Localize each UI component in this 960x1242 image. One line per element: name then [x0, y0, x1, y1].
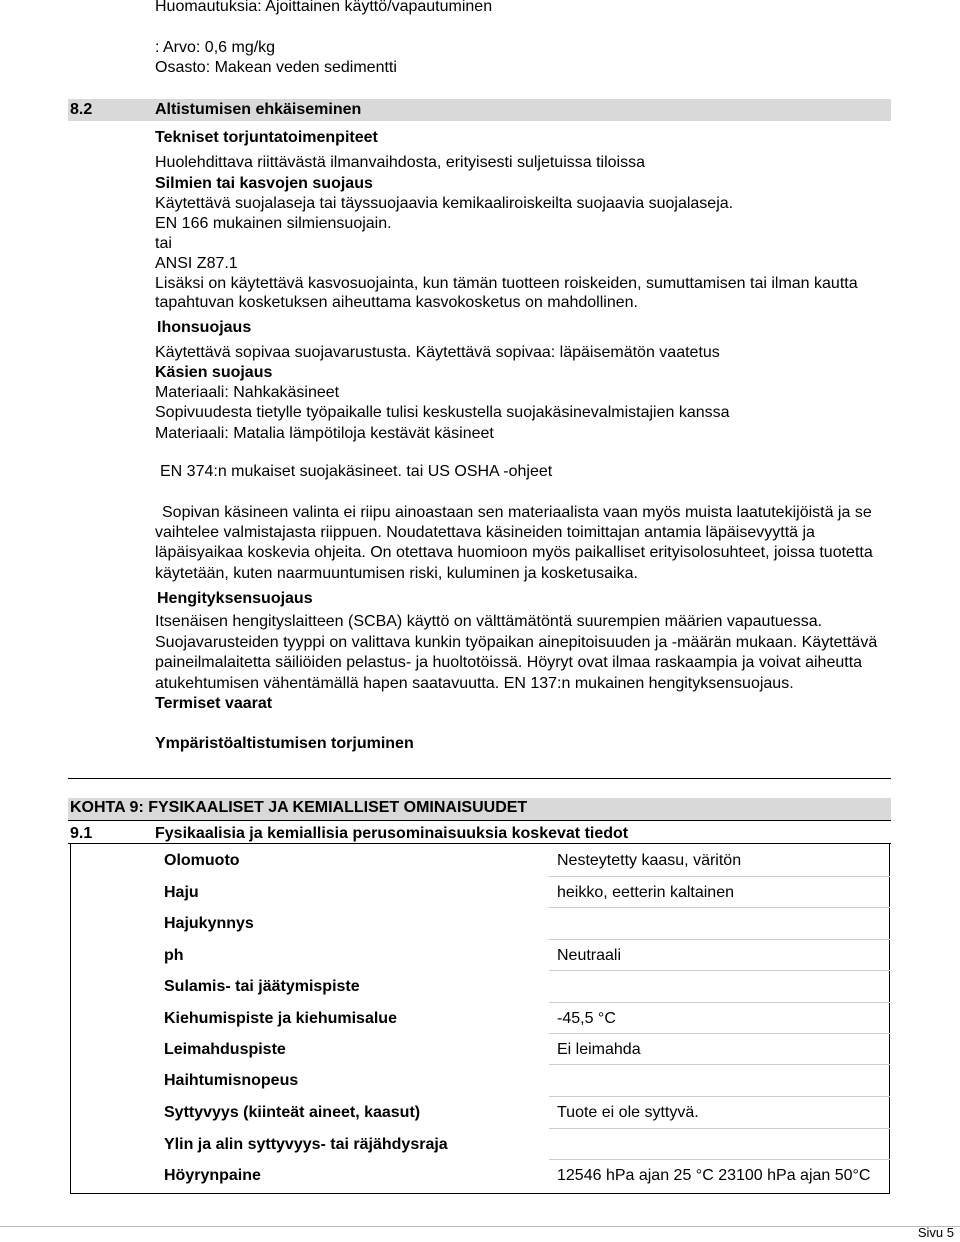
glove-line: Sopivan käsineen valinta ei riipu ainoastaan sen materiaalista vaan myös muista laatutekijöistä ja se [162, 504, 872, 521]
resp-line: Itsenäisen hengityslaitteen (SCBA) käyttö on välttämätöntä suurempien määrien vapautuessa. [155, 613, 823, 630]
glove-line: käytetään, kuten naarmuuntumisen riski, kuluminen ja kosketusaika. [155, 565, 638, 582]
compartment-line: Osasto: Makean veden sedimentti [155, 59, 397, 76]
table-row [71, 1035, 889, 1066]
table-row [71, 941, 889, 972]
property-value: Neutraali [557, 947, 622, 964]
row-divider [549, 970, 890, 971]
row-divider [549, 876, 890, 877]
table-row [71, 1098, 889, 1129]
property-label: Syttyvyys (kiinteät aineet, kaasut) [164, 1104, 421, 1121]
properties-table [70, 843, 890, 1194]
row-divider [549, 1096, 890, 1097]
property-value: heikko, eetterin kaltainen [557, 884, 734, 901]
eye-line: Käytettävä suojalaseja tai täyssuojaavia kemikaaliroiskeilta suojaavia suojalaseja. [155, 195, 734, 212]
table-row [71, 1161, 889, 1192]
footer-divider [0, 1226, 960, 1227]
property-label: Olomuoto [164, 852, 240, 869]
table-row [71, 878, 889, 909]
technical-text: Huolehdittava riittävästä ilmanvaihdosta, erityisesti suljetuissa tiloissa [155, 154, 645, 171]
section-8-2-title: Altistumisen ehkäiseminen [155, 101, 362, 118]
property-value: Tuote ei ole syttyvä. [557, 1104, 699, 1121]
table-row [71, 1066, 889, 1097]
row-divider [549, 1002, 890, 1003]
row-divider [549, 1159, 890, 1160]
glove-line: vaihtelee valmistajasta riippuen. Noudatettava käsineiden toimittajan antamia läpäisevyyttä ja [155, 524, 815, 541]
hand-line: EN 374:n mukaiset suojakäsineet. tai US OSHA -ohjeet [160, 463, 553, 480]
hand-line: Materiaali: Nahkakäsineet [155, 384, 340, 401]
property-value: 12546 hPa ajan 25 °C 23100 hPa ajan 50°C [557, 1167, 871, 1184]
table-row [71, 1130, 889, 1161]
technical-heading: Tekniset torjuntatoimenpiteet [155, 129, 378, 146]
hand-heading: Käsien suojaus [155, 364, 273, 381]
property-value: -45,5 °C [557, 1010, 616, 1027]
property-label: Ylin ja alin syttyvyys- tai räjähdysraja [164, 1136, 448, 1153]
table-row [71, 909, 889, 940]
page-number: Sivu 5 [917, 1225, 954, 1240]
eye-line: ANSI Z87.1 [155, 255, 238, 272]
skin-text: Käytettävä sopivaa suojavarustusta. Käytettävä sopivaa: läpäisemätön vaatetus [155, 344, 720, 361]
section-9-underline [68, 820, 891, 821]
section-9-1-number: 9.1 [70, 825, 93, 842]
eye-line: tapahtuvan kosketuksen aiheuttama kasvokosketus on mahdollinen. [155, 294, 638, 311]
eye-heading: Silmien tai kasvojen suojaus [155, 175, 373, 192]
resp-line: atukehtumisen vähentämällä hapen saatavuutta. EN 137:n mukainen hengityksensuojaus. [155, 675, 794, 692]
property-label: Haihtumisnopeus [164, 1072, 299, 1089]
row-divider [549, 907, 890, 908]
row-divider [549, 1128, 890, 1129]
resp-line: Suojavarusteiden tyyppi on valittava kunkin työpaikan ainepitoisuuden ja -määrän mukaan. Käytettävä [155, 634, 878, 651]
env-heading: Ympäristöaltistumisen torjuminen [155, 735, 414, 752]
hand-line: Materiaali: Matalia lämpötiloja kestävät käsineet [155, 425, 494, 442]
table-row [71, 1004, 889, 1035]
eye-line: EN 166 mukainen silmiensuojain. [155, 215, 392, 232]
value-line: : Arvo: 0,6 mg/kg [155, 39, 276, 56]
property-label: Leimahduspiste [164, 1041, 286, 1058]
property-label: Hajukynnys [164, 915, 254, 932]
note-line: Huomautuksia: Ajoittainen käyttö/vapautuminen [155, 0, 493, 15]
eye-line: Lisäksi on käytettävä kasvosuojainta, kun tämän tuotteen roiskeiden, sumuttamisen tai ilman kautta [155, 275, 858, 292]
property-label: Sulamis- tai jäätymispiste [164, 978, 360, 995]
table-row [71, 846, 889, 877]
eye-line: tai [155, 235, 172, 252]
property-value: Nesteytetty kaasu, väritön [557, 852, 742, 869]
glove-line: läpäisyaikaa koskevia ohjeita. On otettava huomioon myös paikalliset erityisolosuhteet, joissa tuotetta [155, 544, 873, 561]
section-9-1-title: Fysikaalisia ja kemiallisia perusominaisuuksia koskevat tiedot [155, 825, 629, 842]
hand-line: Sopivuudesta tietylle työpaikalle tulisi keskustella suojakäsinevalmistajien kanssa [155, 404, 730, 421]
section-divider [68, 778, 891, 779]
table-row [71, 972, 889, 1003]
row-divider [549, 939, 890, 940]
property-label: Kiehumispiste ja kiehumisalue [164, 1010, 397, 1027]
skin-heading: Ihonsuojaus [157, 319, 252, 336]
property-label: Höyrynpaine [164, 1167, 261, 1184]
section-9-title: KOHTA 9: FYSIKAALISET JA KEMIALLISET OMINAISUUDET [70, 799, 528, 816]
thermal-heading: Termiset vaarat [155, 695, 273, 712]
row-divider [549, 1064, 890, 1065]
property-value: Ei leimahda [557, 1041, 641, 1058]
property-label: ph [164, 947, 184, 964]
resp-heading: Hengityksensuojaus [157, 590, 313, 607]
property-label: Haju [164, 884, 199, 901]
section-8-2-number: 8.2 [70, 101, 93, 118]
row-divider [549, 1033, 890, 1034]
resp-line: paineilmalaitetta säiliöiden pelastus- ja huoltotöissä. Höyryt ovat ilmaa raskaampia ja voivat aiheutta [155, 654, 863, 671]
